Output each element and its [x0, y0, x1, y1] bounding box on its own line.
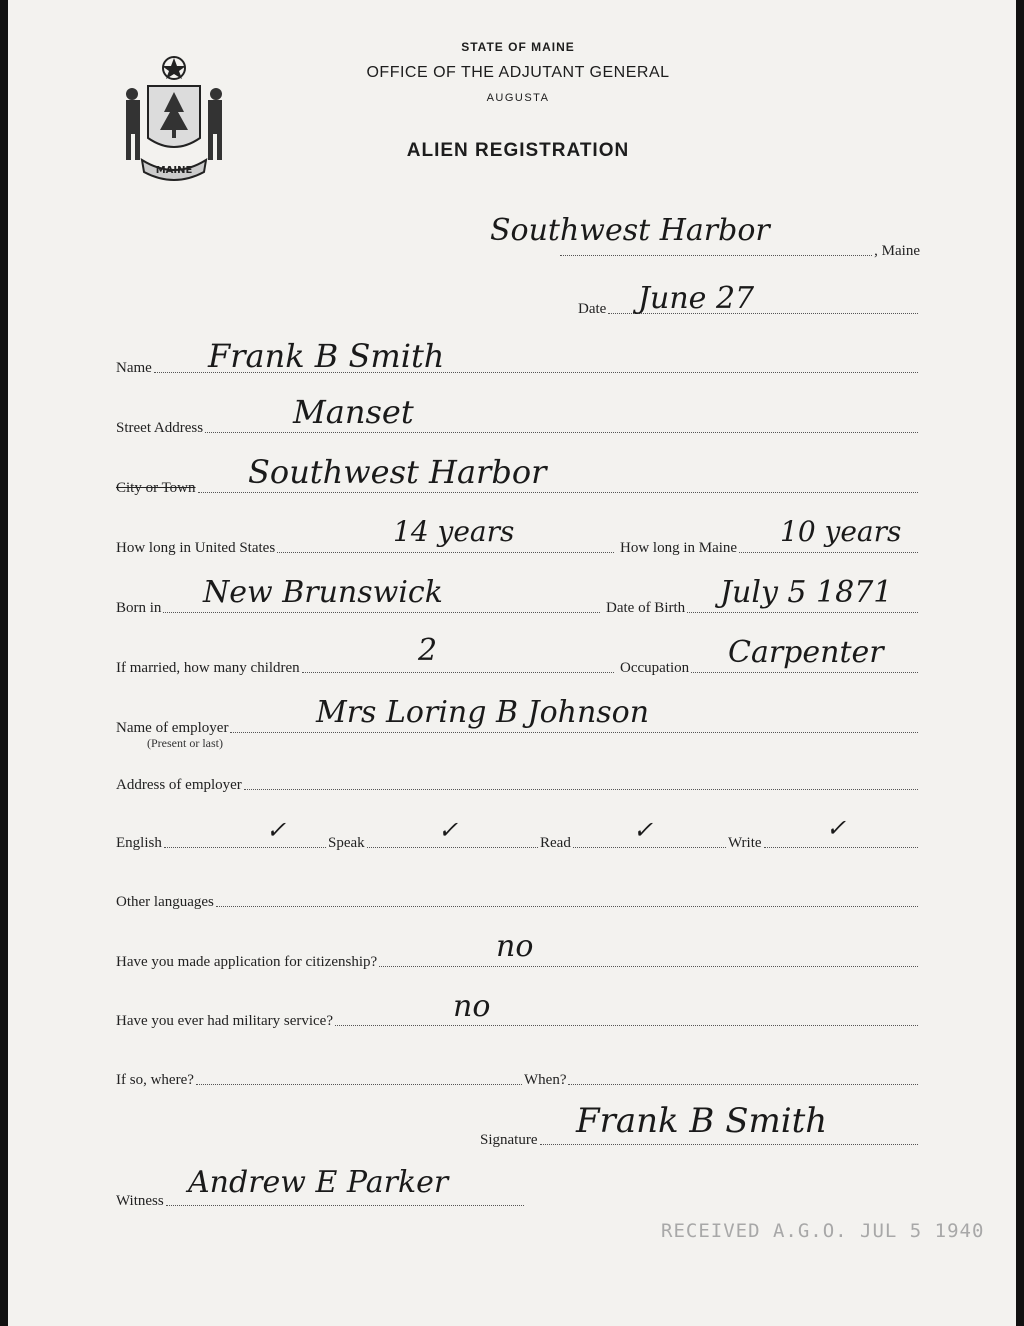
born-in-label: Born in: [116, 600, 162, 616]
years-us-label: How long in United States: [116, 540, 276, 556]
signature-label: Signature: [480, 1132, 538, 1148]
name-entry: Frank B Smith: [208, 337, 445, 375]
witness-label: Witness: [116, 1193, 164, 1209]
children-field[interactable]: [116, 661, 616, 676]
years-maine-label: How long in Maine: [620, 540, 738, 556]
other-languages-field[interactable]: [116, 895, 920, 910]
speak-entry: ✓: [438, 816, 459, 844]
employer-address-field[interactable]: [116, 778, 920, 793]
name-label: Name: [116, 360, 152, 376]
military-entry: no: [453, 989, 491, 1024]
military-label: Have you ever had military service?: [116, 1013, 333, 1029]
speak-label: Speak: [328, 835, 365, 851]
city-town-label: City or Town: [116, 480, 196, 496]
where-field[interactable]: [116, 1073, 524, 1088]
employer-label: Name of employer: [116, 720, 229, 736]
occupation-entry: Carpenter: [728, 635, 884, 670]
place-entry: Southwest Harbor: [490, 213, 770, 248]
years-us-field[interactable]: [116, 541, 616, 556]
date-entry: June 27: [638, 281, 755, 316]
employer-note: (Present or last): [147, 736, 223, 750]
employer-entry: Mrs Loring B Johnson: [316, 695, 650, 730]
date-label: Date: [578, 301, 607, 317]
military-field[interactable]: [116, 1014, 920, 1029]
other-languages-label: Other languages: [116, 894, 214, 910]
employer-address-label: Address of employer: [116, 777, 242, 793]
citizenship-entry: no: [496, 929, 534, 964]
english-field[interactable]: [116, 836, 328, 851]
signature-entry: Frank B Smith: [576, 1101, 828, 1141]
header-state: STATE OF MAINE: [461, 40, 575, 54]
children-entry: 2: [418, 633, 438, 668]
street-address-field[interactable]: [116, 421, 920, 436]
write-field[interactable]: [728, 836, 920, 851]
when-field[interactable]: [524, 1073, 920, 1088]
witness-entry: Andrew E Parker: [188, 1165, 449, 1200]
received-stamp: RECEIVED A.G.O. JUL 5 1940: [661, 1220, 985, 1242]
english-entry: ✓: [266, 816, 287, 844]
dob-label: Date of Birth: [606, 600, 686, 616]
years-us-entry: 14 years: [393, 515, 515, 548]
street-address-label: Street Address: [116, 420, 204, 436]
header-city: AUGUSTA: [486, 92, 550, 104]
read-entry: ✓: [633, 816, 654, 844]
form-sheet: [8, 0, 1016, 1326]
where-label: If so, where?: [116, 1072, 194, 1088]
write-label: Write: [728, 835, 762, 851]
years-maine-entry: 10 years: [780, 515, 902, 548]
born-in-entry: New Brunswick: [203, 575, 443, 610]
dob-entry: July 5 1871: [720, 575, 893, 610]
speak-field[interactable]: [328, 836, 540, 851]
children-label: If married, how many children: [116, 660, 300, 676]
read-label: Read: [540, 835, 571, 851]
english-label: English: [116, 835, 162, 851]
header-office: OFFICE OF THE ADJUTANT GENERAL: [366, 64, 670, 81]
street-address-entry: Manset: [293, 393, 414, 431]
occupation-label: Occupation: [620, 660, 690, 676]
city-town-entry: Southwest Harbor: [248, 453, 547, 491]
citizenship-label: Have you made application for citizenship?: [116, 954, 378, 970]
maine-seal-icon: [118, 56, 230, 184]
place-suffix: , Maine: [874, 243, 920, 259]
form-title: ALIEN REGISTRATION: [406, 140, 630, 161]
when-label: When?: [524, 1072, 567, 1088]
write-entry: ✓: [826, 814, 847, 842]
seal-banner-text: MAINE: [155, 165, 193, 176]
